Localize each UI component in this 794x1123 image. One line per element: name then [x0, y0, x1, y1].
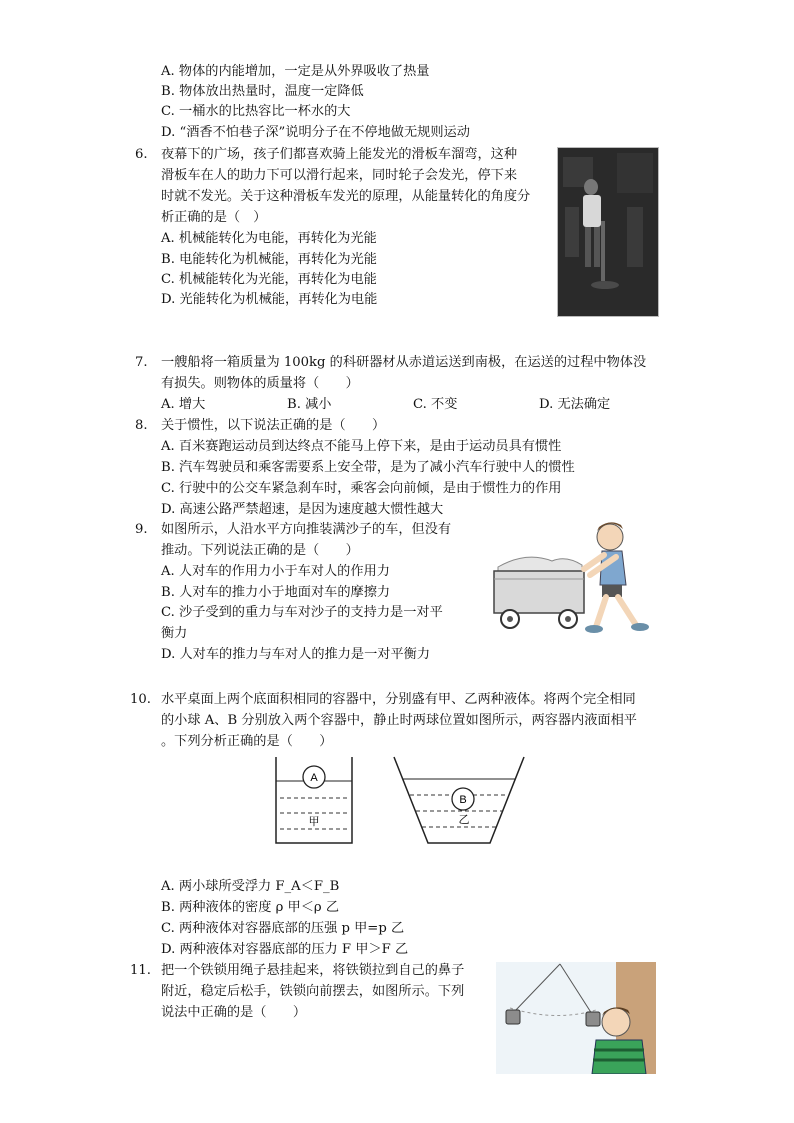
- containers-figure: [270, 755, 530, 851]
- pendulum-lock-illustration: [496, 962, 656, 1074]
- liquid-b-label: 乙: [458, 813, 470, 826]
- q6-stem-line: 滑板车在人的助力下可以滑行起来，同时轮子会发光，停下来: [161, 168, 518, 183]
- q6-option-a: A. 机械能转化为电能，再转化为光能: [161, 231, 377, 246]
- q5-option-b: B. 物体放出热量时，温度一定降低: [161, 84, 364, 99]
- q10-option-c: C. 两种液体对容器底部的压强 p 甲=p 乙: [161, 921, 405, 936]
- q5-option-d: D. “酒香不怕巷子深”说明分子在不停地做无规则运动: [161, 125, 470, 140]
- q6-stem-line: 析正确的是（ ）: [161, 210, 267, 225]
- q9-option-c: C. 沙子受到的重力与车对沙子的支持力是一对平: [161, 605, 443, 620]
- q9-option-c-continued: 衡力: [161, 626, 188, 641]
- liquid-a-label: 甲: [308, 815, 320, 828]
- q8-option-c: C. 行驶中的公交车紧急刹车时，乘客会向前倾，是由于惯性力的作用: [161, 481, 562, 496]
- scooter-photo: [557, 147, 659, 317]
- q7-option-b: B. 减小: [287, 397, 332, 412]
- q8-stem-line: 关于惯性，以下说法正确的是（ ）: [161, 418, 386, 433]
- q7-stem-line: 有损失。则物体的质量将（ ）: [161, 376, 359, 391]
- q6-stem-line: 时就不发光。关于这种滑板车发光的原理，从能量转化的角度分: [161, 189, 531, 204]
- q10-stem-line: 的小球 A、B 分别放入两个容器中，静止时两球位置如图所示，两容器内液面相平: [161, 713, 637, 728]
- q9-option-d: D. 人对车的推力与车对人的推力是一对平衡力: [161, 647, 431, 662]
- q6-option-c: C. 机械能转化为光能，再转化为电能: [161, 272, 377, 287]
- q10-option-a: A. 两小球所受浮力 F_A＜F_B: [161, 879, 340, 894]
- q11-stem-line: 说法中正确的是（ ）: [161, 1005, 307, 1020]
- q10-option-b: B. 两种液体的密度 ρ 甲＜ρ 乙: [161, 900, 340, 915]
- q7-option-a: A. 增大: [161, 397, 206, 412]
- q9-stem-line: 推动。下列说法正确的是（ ）: [161, 543, 359, 558]
- ball-b-label: B: [459, 794, 467, 806]
- q6-number: 6.: [135, 147, 148, 162]
- q6-option-b: B. 电能转化为机械能，再转化为光能: [161, 252, 377, 267]
- q11-stem-line: 把一个铁锁用绳子悬挂起来，将铁锁拉到自己的鼻子: [161, 963, 465, 978]
- q7-option-c: C. 不变: [413, 397, 458, 412]
- q8-option-d: D. 高速公路严禁超速，是因为速度越大惯性越大: [161, 502, 444, 517]
- q11-number: 11.: [130, 963, 151, 978]
- q10-stem-line: 。下列分析正确的是（ ）: [161, 734, 333, 749]
- q10-option-d: D. 两种液体对容器底部的压力 F 甲＞F 乙: [161, 942, 409, 957]
- q9-option-a: A. 人对车的作用力小于车对人的作用力: [161, 564, 390, 579]
- q10-stem-line: 水平桌面上两个底面积相同的容器中，分别盛有甲、乙两种液体。将两个完全相同: [161, 692, 636, 707]
- q7-stem-line: 一艘船将一箱质量为 100kg 的科研器材从赤道运送到南极，在运送的过程中物体没: [161, 355, 647, 370]
- q9-stem-line: 如图所示，人沿水平方向推装满沙子的车，但没有: [161, 522, 452, 537]
- q11-stem-line: 附近，稳定后松手，铁锁向前摆去，如图所示。下列: [161, 984, 465, 999]
- q10-number: 10.: [130, 692, 151, 707]
- push-cart-illustration: [486, 515, 658, 637]
- q7-option-d: D. 无法确定: [539, 397, 611, 412]
- q6-option-d: D. 光能转化为机械能，再转化为电能: [161, 292, 378, 307]
- q5-option-a: A. 物体的内能增加，一定是从外界吸收了热量: [161, 64, 430, 79]
- q8-number: 8.: [135, 418, 148, 433]
- q9-number: 9.: [135, 522, 148, 537]
- q9-option-b: B. 人对车的推力小于地面对车的摩擦力: [161, 585, 391, 600]
- q8-option-b: B. 汽车驾驶员和乘客需要系上安全带，是为了减小汽车行驶中人的惯性: [161, 460, 575, 475]
- q6-stem-line: 夜幕下的广场，孩子们都喜欢骑上能发光的滑板车溜弯，这种: [161, 147, 518, 162]
- q7-number: 7.: [135, 355, 148, 370]
- q5-option-c: C. 一桶水的比热容比一杯水的大: [161, 104, 351, 119]
- ball-a-label: A: [310, 772, 318, 784]
- q8-option-a: A. 百米赛跑运动员到达终点不能马上停下来，是由于运动员具有惯性: [161, 439, 562, 454]
